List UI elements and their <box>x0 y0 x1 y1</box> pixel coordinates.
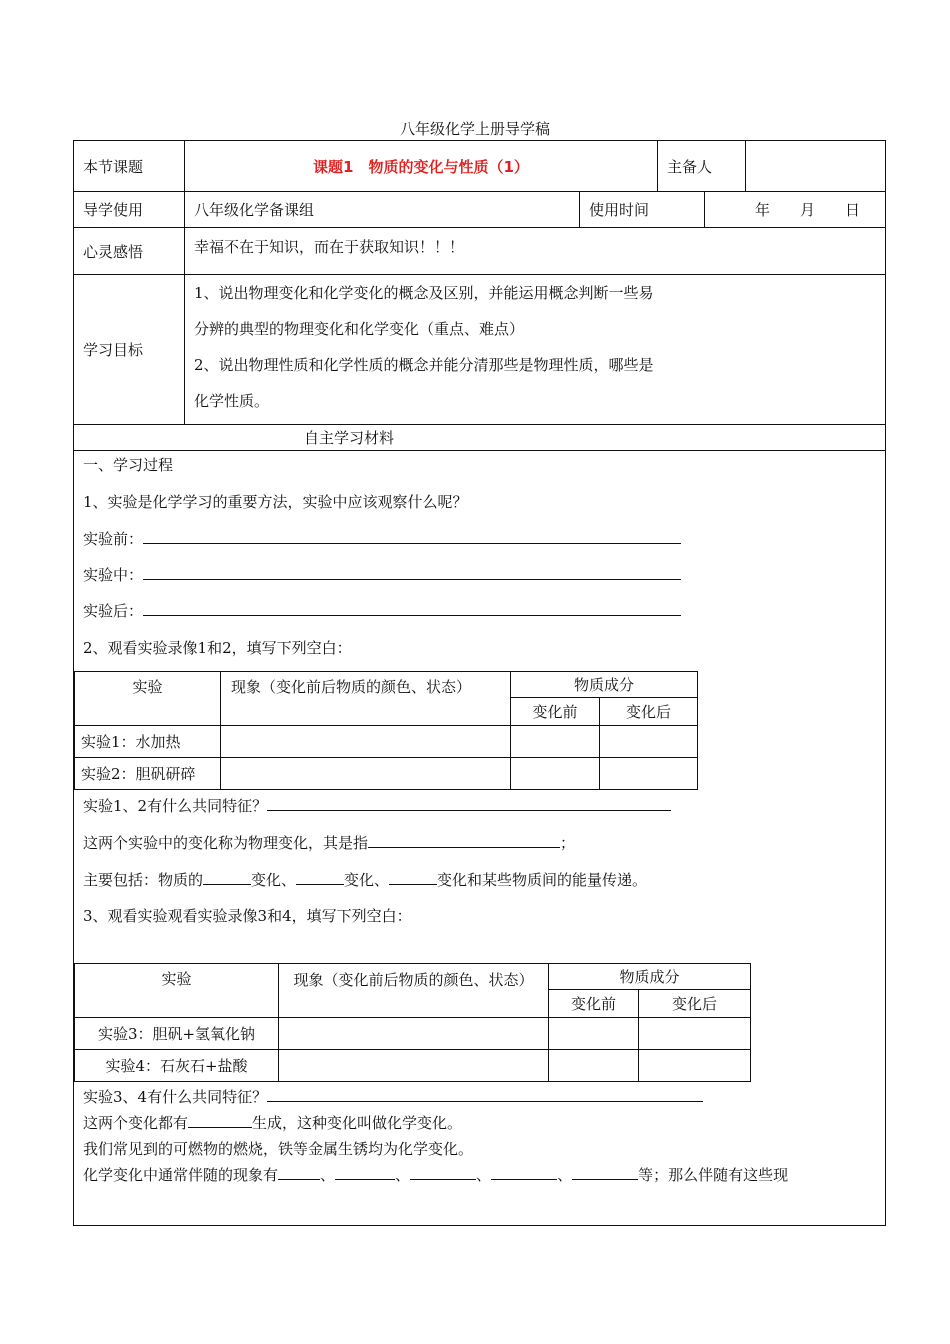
includes-b: 变化、 <box>251 871 297 889</box>
goals-list <box>185 275 886 425</box>
preparer-value <box>746 141 885 191</box>
t1-cell[interactable] <box>511 726 600 758</box>
examples-line: 我们常见到的可燃物的燃烧，铁等金属生锈均为化学变化。 <box>83 1140 474 1158</box>
preparer-label: 主备人 <box>658 141 746 191</box>
t1-col-composition: 物质成分 <box>511 672 698 698</box>
t1-cell[interactable] <box>221 758 511 790</box>
section-title: 自主学习材料 <box>74 425 886 451</box>
t1-cell[interactable] <box>511 758 600 790</box>
accompany-blank-5[interactable] <box>572 1165 638 1180</box>
t1-row-1: 实验1：水加热 <box>75 726 221 758</box>
t1-row-2: 实验2：胆矾研碎 <box>75 758 221 790</box>
chemical-change-blank[interactable] <box>188 1113 252 1128</box>
includes-line <box>83 869 647 890</box>
motto-label: 心灵感悟 <box>74 228 185 275</box>
physical-change-def <box>83 832 575 853</box>
common-feature-34-blank[interactable] <box>267 1087 703 1102</box>
after-field <box>83 600 681 621</box>
t2-cell[interactable] <box>279 1018 549 1050</box>
includes-a: 主要包括：物质的 <box>83 871 204 889</box>
t1-cell[interactable] <box>600 758 698 790</box>
time-label: 使用时间 <box>580 192 705 227</box>
question-2: 2、观看实验录像1和2，填写下列空白： <box>83 639 352 657</box>
question-3: 3、观看实验观看实验录像3和4，填写下列空白： <box>83 907 412 925</box>
lesson-title: 课题1 物质的变化与性质（1） <box>185 141 658 192</box>
topic-label: 本节课题 <box>74 141 185 192</box>
t2-col-composition: 物质成分 <box>549 964 751 990</box>
includes-blank-1[interactable] <box>203 870 251 885</box>
usage-label: 导学使用 <box>74 192 185 228</box>
common-feature-34-label: 实验3、4有什么共同特征？ <box>83 1088 268 1106</box>
document-title: 八年级化学上册导学稿 <box>399 120 550 138</box>
accompany-blank-1[interactable] <box>278 1165 320 1180</box>
chemical-change-def <box>83 1112 462 1133</box>
t2-cell[interactable] <box>279 1050 549 1082</box>
t2-cell[interactable] <box>639 1018 751 1050</box>
common-feature-12-blank[interactable] <box>267 796 671 811</box>
includes-c: 变化、 <box>344 871 390 889</box>
experiment-table-1 <box>74 671 698 790</box>
t1-col-phenomenon: 现象（变化前后物质的颜色、状态） <box>221 672 511 726</box>
t1-col-before: 变化前 <box>511 698 600 726</box>
separator: 、 <box>320 1166 336 1184</box>
t1-col-after: 变化后 <box>600 698 698 726</box>
accompany-line <box>83 1164 788 1185</box>
question-1: 1、实验是化学学习的重要方法，实验中应该观察什么呢？ <box>83 493 468 511</box>
common-feature-34 <box>83 1086 703 1107</box>
motto-text: 幸福不在于知识，而在于获取知识！！！ <box>185 228 886 275</box>
t1-cell[interactable] <box>221 726 511 758</box>
separator: 、 <box>395 1166 411 1184</box>
goal-line: 化学性质。 <box>194 392 270 410</box>
goal-line: 分辨的典型的物理变化和化学变化（重点、难点） <box>194 320 525 338</box>
separator: 、 <box>557 1166 573 1184</box>
t2-cell[interactable] <box>549 1018 639 1050</box>
physical-change-blank[interactable] <box>368 833 560 848</box>
experiment-table-2 <box>74 963 751 1082</box>
usage-value: 八年级化学备课组 <box>185 192 580 228</box>
time-value: 年 月 日 <box>755 201 861 219</box>
includes-blank-3[interactable] <box>389 870 437 885</box>
physical-change-end: ； <box>560 834 576 852</box>
chemical-change-a: 这两个变化都有 <box>83 1114 189 1132</box>
header-table <box>73 140 886 451</box>
goal-line: 2、说出物理性质和化学性质的概念并能分清那些是物理性质，哪些是 <box>194 356 654 374</box>
before-blank[interactable] <box>143 529 681 544</box>
during-label: 实验中： <box>83 566 144 584</box>
t2-cell[interactable] <box>549 1050 639 1082</box>
accompany-blank-4[interactable] <box>491 1165 557 1180</box>
t2-col-experiment: 实验 <box>75 964 279 1018</box>
includes-blank-2[interactable] <box>296 870 344 885</box>
includes-d: 变化和某些物质间的能量传递。 <box>437 871 648 889</box>
chemical-change-b: 生成，这种变化叫做化学变化。 <box>252 1114 463 1132</box>
t2-row-2: 实验4：石灰石+盐酸 <box>75 1050 279 1082</box>
accompany-blank-2[interactable] <box>335 1165 395 1180</box>
accompany-blank-3[interactable] <box>410 1165 476 1180</box>
during-blank[interactable] <box>143 565 681 580</box>
before-label: 实验前： <box>83 530 144 548</box>
t1-cell[interactable] <box>600 726 698 758</box>
t2-col-after: 变化后 <box>639 990 751 1018</box>
accompany-label: 化学变化中通常伴随的现象有 <box>83 1166 279 1184</box>
t2-row-1: 实验3：胆矾+氢氧化钠 <box>75 1018 279 1050</box>
common-feature-12 <box>83 795 671 816</box>
separator: 、 <box>476 1166 492 1184</box>
goal-line: 1、说出物理变化和化学变化的概念及区别，并能运用概念判断一些易 <box>194 284 654 302</box>
t2-col-phenomenon: 现象（变化前后物质的颜色、状态） <box>279 964 549 1018</box>
t2-cell[interactable] <box>639 1050 751 1082</box>
accompany-end: 等；那么伴随有这些现 <box>638 1166 789 1184</box>
t2-col-before: 变化前 <box>549 990 639 1018</box>
after-blank[interactable] <box>143 601 681 616</box>
physical-change-label: 这两个实验中的变化称为物理变化，其是指 <box>83 834 369 852</box>
after-label: 实验后： <box>83 602 144 620</box>
common-feature-12-label: 实验1、2有什么共同特征？ <box>83 797 268 815</box>
goals-label: 学习目标 <box>74 275 185 425</box>
during-field <box>83 564 681 585</box>
before-field <box>83 528 681 549</box>
process-heading: 一、学习过程 <box>83 456 174 474</box>
t1-col-experiment: 实验 <box>75 672 221 726</box>
